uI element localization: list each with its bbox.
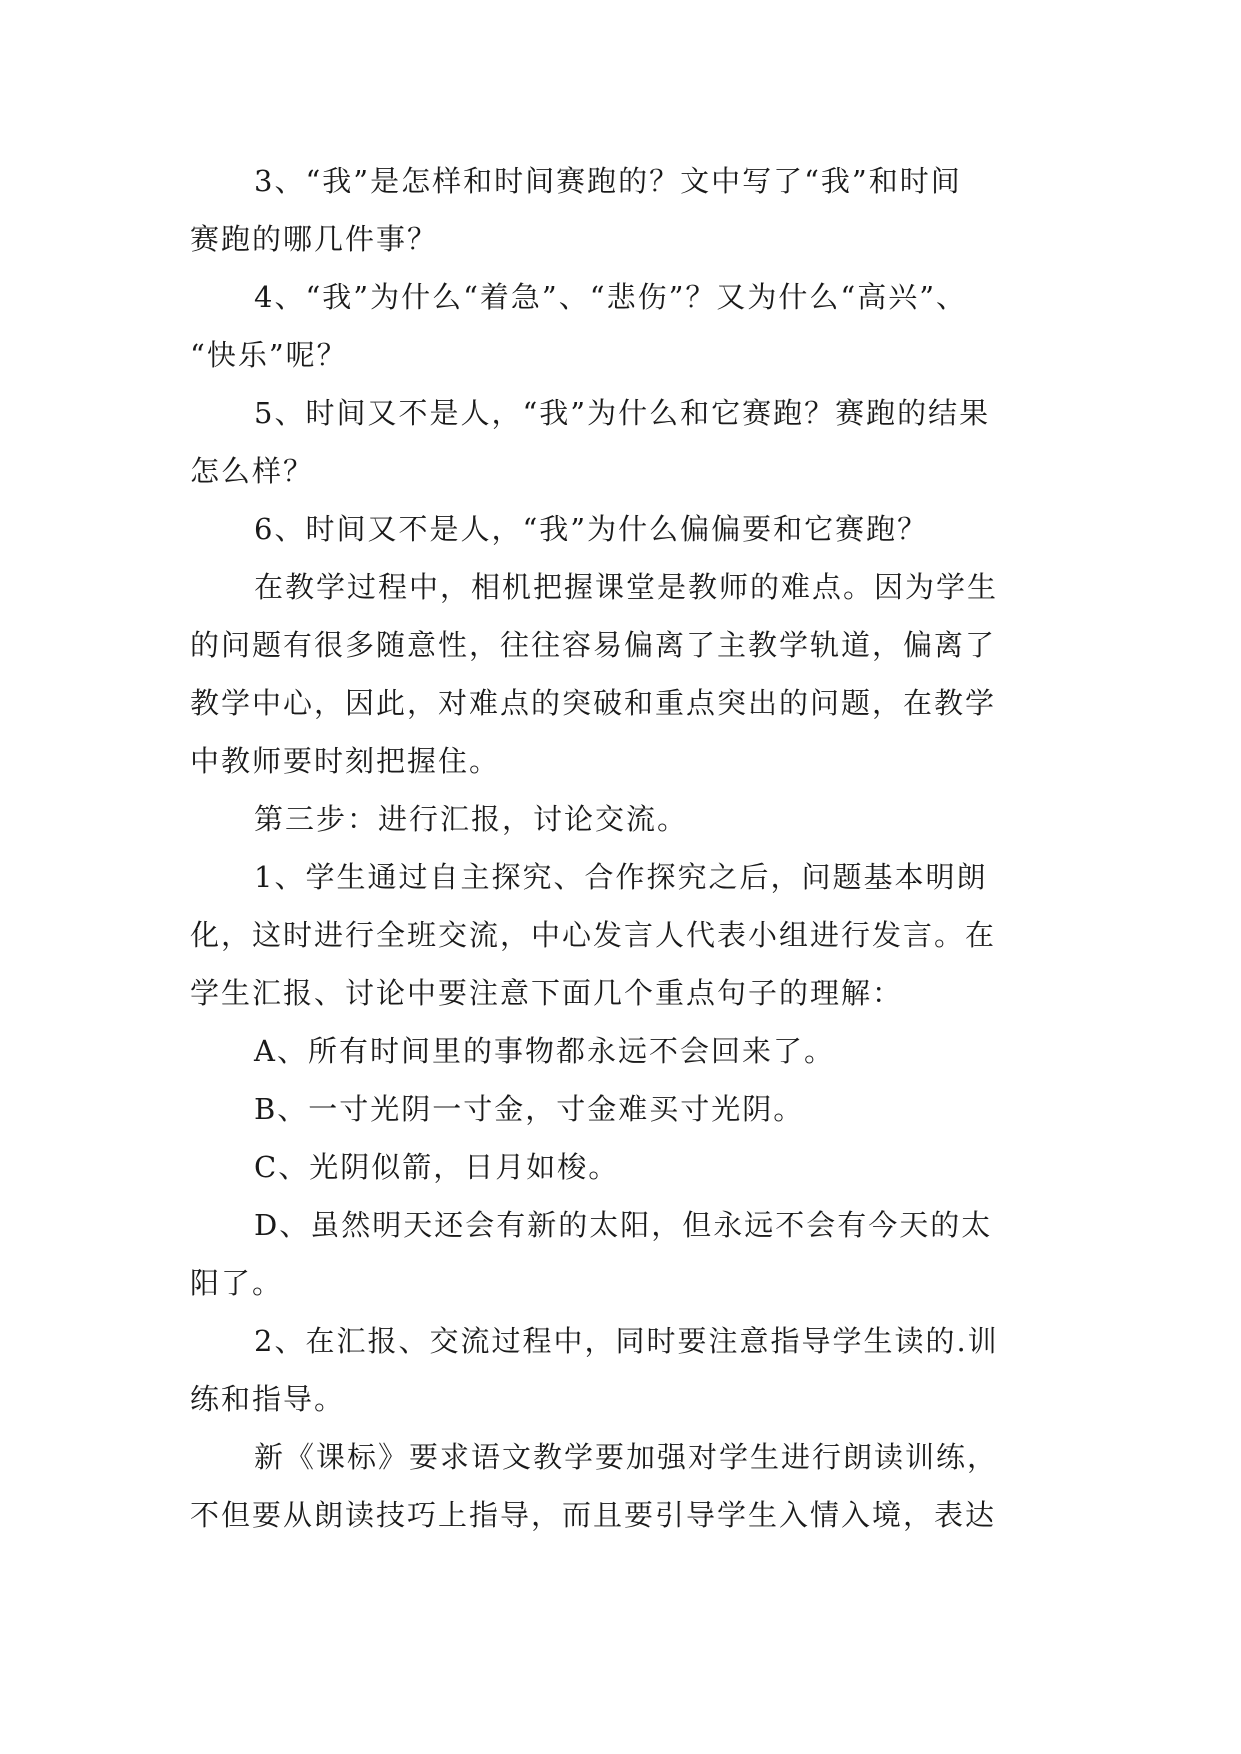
text-line: 5、时间又不是人，“我”为什么和它赛跑？赛跑的结果 <box>254 396 991 430</box>
text-line: 3、“我”是怎样和时间赛跑的？文中写了“我”和时间 <box>254 164 962 198</box>
text-line: 化，这时进行全班交流，中心发言人代表小组进行发言。在 <box>190 918 997 952</box>
text-line: 阳了。 <box>190 1266 284 1300</box>
text-line: 4、“我”为什么“着急”、“悲伤”？又为什么“高兴”、 <box>254 280 968 314</box>
text-line: 的问题有很多随意性，往往容易偏离了主教学轨道，偏离了 <box>190 628 997 662</box>
text-line: 2、在汇报、交流过程中，同时要注意指导学生读的.训 <box>254 1324 999 1358</box>
text-line: 赛跑的哪几件事？ <box>190 222 439 256</box>
text-line: 新《课标》要求语文教学要加强对学生进行朗读训练， <box>254 1440 999 1474</box>
text-line: 在教学过程中，相机把握课堂是教师的难点。因为学生 <box>254 570 999 604</box>
text-line: D、虽然明天还会有新的太阳，但永远不会有今天的太 <box>254 1208 993 1242</box>
text-line: C、光阴似箭，日月如梭。 <box>254 1150 620 1184</box>
text-line: A、所有时间里的事物都永远不会回来了。 <box>254 1034 835 1068</box>
text-line: 学生汇报、讨论中要注意下面几个重点句子的理解： <box>190 976 904 1010</box>
section-heading: 第三步：进行汇报，讨论交流。 <box>254 802 689 836</box>
text-line: 1、学生通过自主探究、合作探究之后，问题基本明朗 <box>254 860 988 894</box>
text-line: “快乐”呢？ <box>190 338 348 372</box>
text-line: 练和指导。 <box>190 1382 346 1416</box>
text-line: 不但要从朗读技巧上指导，而且要引导学生入情入境，表达 <box>190 1498 997 1532</box>
text-line: 6、时间又不是人，“我”为什么偏偏要和它赛跑？ <box>254 512 929 546</box>
document-body <box>190 152 1070 1544</box>
text-line: 中教师要时刻把握住。 <box>190 744 501 778</box>
text-line: 怎么样？ <box>190 454 315 488</box>
text-line: B、一寸光阴一寸金，寸金难买寸光阴。 <box>254 1092 805 1126</box>
text-line: 教学中心，因此，对难点的突破和重点突出的问题，在教学 <box>190 686 997 720</box>
